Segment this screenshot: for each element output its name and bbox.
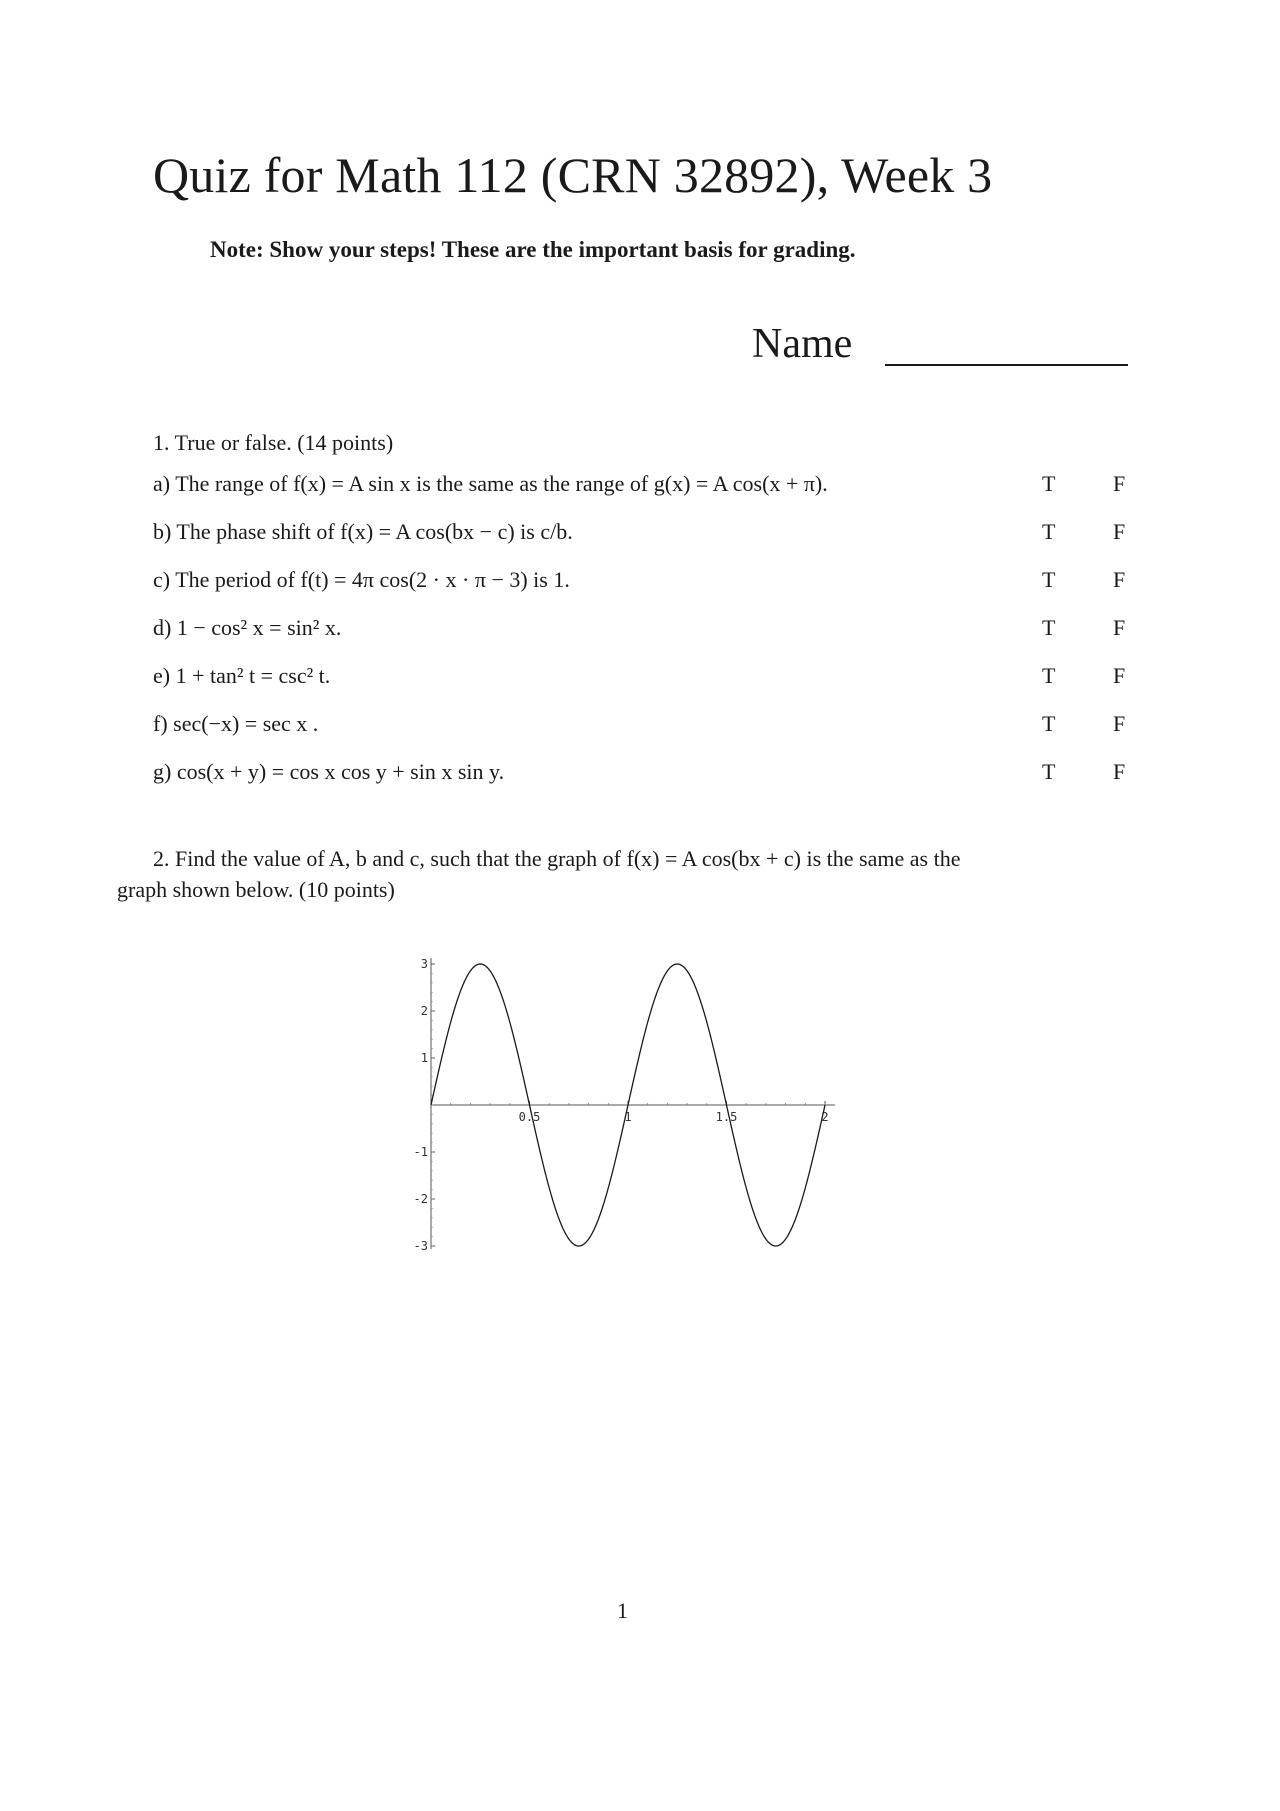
- question2-text-line2: graph shown below. (10 points): [117, 877, 395, 902]
- true-option-g[interactable]: T: [1042, 759, 1056, 784]
- false-option-g[interactable]: F: [1113, 759, 1126, 784]
- true-option-b[interactable]: T: [1042, 519, 1056, 544]
- sine-graph: [380, 940, 860, 1260]
- tf-statement-e: e) 1 + tan² t = csc² t.: [153, 663, 331, 688]
- true-option-a[interactable]: T: [1042, 471, 1056, 496]
- tf-statement-a: a) The range of f(x) = A sin x is the same as the range of g(x) = A cos(x + π).: [153, 471, 828, 496]
- y-tick-label: -2: [413, 1192, 428, 1206]
- true-option-f[interactable]: T: [1042, 711, 1056, 736]
- page-title: Quiz for Math 112 (CRN 32892), Week 3: [153, 147, 993, 203]
- false-option-a[interactable]: F: [1113, 471, 1126, 496]
- false-option-f[interactable]: F: [1113, 711, 1126, 736]
- grading-note: Note: Show your steps! These are the important basis for grading.: [210, 237, 856, 262]
- tf-statement-c: c) The period of f(t) = 4π cos(2 · x · π − 3) is 1.: [153, 567, 570, 592]
- false-option-e[interactable]: F: [1113, 663, 1126, 688]
- page-number: 1: [617, 1598, 628, 1623]
- false-option-d[interactable]: F: [1113, 615, 1126, 640]
- x-tick-label: 0.5: [518, 1110, 541, 1124]
- x-tick-label: 2: [821, 1110, 829, 1124]
- tf-statement-d: d) 1 − cos² x = sin² x.: [153, 615, 342, 640]
- name-label: Name: [752, 321, 853, 367]
- true-option-e[interactable]: T: [1042, 663, 1056, 688]
- x-tick-label: 1: [624, 1110, 632, 1124]
- question1-heading: 1. True or false. (14 points): [153, 430, 394, 455]
- name-field-line[interactable]: [885, 364, 1128, 366]
- y-tick-label: 2: [420, 1004, 428, 1018]
- true-option-d[interactable]: T: [1042, 615, 1056, 640]
- question2-text-line1: 2. Find the value of A, b and c, such that the graph of f(x) = A cos(bx + c) is the same as the: [153, 846, 961, 871]
- false-option-c[interactable]: F: [1113, 567, 1126, 592]
- y-tick-label: 3: [420, 957, 428, 971]
- tf-statement-f: f) sec(−x) = sec x .: [153, 711, 319, 736]
- y-tick-label: -3: [413, 1239, 428, 1253]
- x-tick-label: 1.5: [715, 1110, 738, 1124]
- tf-statement-b: b) The phase shift of f(x) = A cos(bx − c) is c/b.: [153, 519, 573, 544]
- true-option-c[interactable]: T: [1042, 567, 1056, 592]
- y-tick-label: -1: [413, 1145, 428, 1159]
- false-option-b[interactable]: F: [1113, 519, 1126, 544]
- y-tick-label: 1: [420, 1051, 428, 1065]
- graph-axes: [431, 958, 835, 1249]
- tf-statement-g: g) cos(x + y) = cos x cos y + sin x sin y.: [153, 759, 505, 784]
